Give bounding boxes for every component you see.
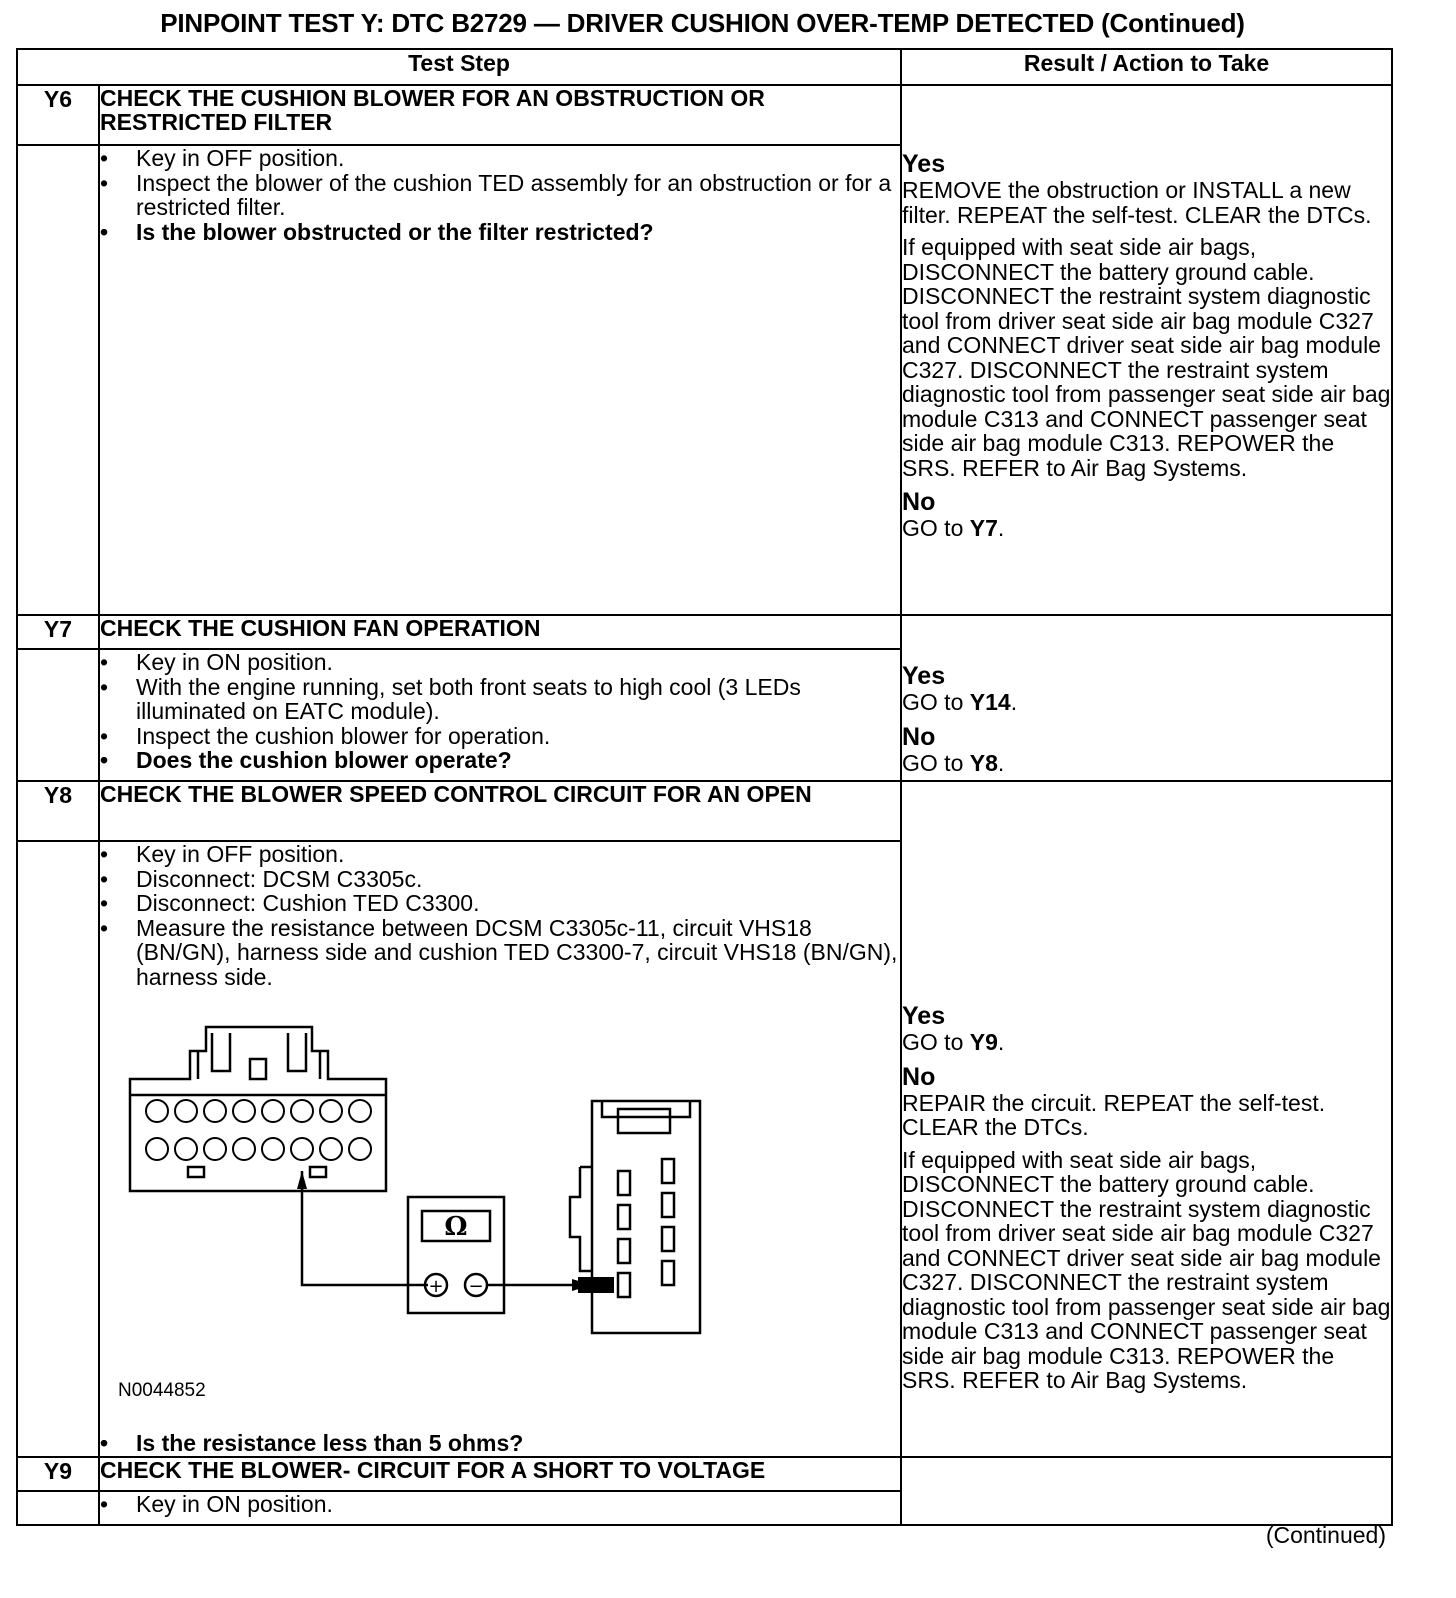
step-bullet: • Inspect the blower of the cushion TED assembly for an obstruction or for a restricted filter.: [100, 171, 900, 220]
step-bullet: • With the engine running, set both front seats to high cool (3 LEDs illuminated on EATC module).: [100, 675, 900, 724]
result-header: Result / Action to Take: [901, 49, 1392, 85]
step-result: [901, 781, 1392, 1457]
connector-resistance-diagram: [100, 1009, 860, 1409]
step-result: [901, 615, 1392, 781]
step-bullet: • Key in ON position.: [100, 650, 900, 675]
yes-action: REMOVE the obstruction or INSTALL a new filter. REPEAT the self-test. CLEAR the DTCs.: [902, 177, 1372, 228]
step-bullet: • Disconnect: DCSM C3305c.: [100, 867, 900, 892]
step-title: CHECK THE BLOWER- CIRCUIT FOR A SHORT TO VOLTAGE: [99, 1457, 901, 1491]
step-id-spacer: [17, 145, 99, 615]
yes-action: GO to Y14.: [902, 689, 1018, 715]
meter-plus-terminal: +: [428, 1276, 444, 1297]
page-title: PINPOINT TEST Y: DTC B2729 — DRIVER CUSHION OVER-TEMP DETECTED (Continued): [160, 8, 1245, 38]
ted-connector-drawing: [570, 1101, 700, 1333]
dcsm-pin-row-bottom: [146, 1138, 371, 1160]
dcsm-pin-row-top: [146, 1100, 371, 1122]
step-title: CHECK THE CUSHION BLOWER FOR AN OBSTRUCTION OR RESTRICTED FILTER: [99, 85, 901, 145]
no-action: GO to Y8.: [902, 749, 1005, 776]
step-question: • Is the resistance less than 5 ohms?: [100, 1431, 900, 1456]
step-id-spacer: [17, 1491, 99, 1525]
meter-minus-terminal: −: [468, 1276, 484, 1297]
step-bullet: • Disconnect: Cushion TED C3300.: [100, 891, 900, 916]
step-id-spacer: [17, 841, 99, 1457]
step-id: Y6: [17, 85, 99, 145]
pinpoint-test-table: [16, 48, 1393, 1526]
figure-id: N0044852: [118, 1380, 206, 1401]
step-result: [901, 1457, 1392, 1525]
step-id: Y8: [17, 781, 99, 841]
no-label: No: [902, 1062, 936, 1091]
yes-action: GO to Y9.: [902, 1029, 1005, 1055]
step-bullet: • Measure the resistance between DCSM C3305c-11, circuit VHS18 (BN/GN), harness side and cushion TED C3300-7, circuit VHS18 (BN/GN), harness side.: [100, 916, 900, 990]
step-id: Y7: [17, 615, 99, 649]
yes-label: Yes: [902, 662, 946, 690]
step-result: [901, 85, 1392, 615]
step-bullet: • Inspect the cushion blower for operation.: [100, 724, 900, 749]
step-id: Y9: [17, 1457, 99, 1491]
step-bullet: • Key in OFF position.: [100, 146, 900, 171]
step-question: • Is the blower obstructed or the filter restricted?: [100, 220, 900, 245]
yes-label: Yes: [902, 150, 946, 178]
step-bullet: • Key in OFF position.: [100, 842, 900, 867]
step-body: [99, 145, 901, 615]
air-bag-note: If equipped with seat side air bags, DISCONNECT the battery ground cable. DISCONNECT the restraint system diagnostic tool from driver seat side air bag module C327 and CONNECT driver seat side air bag module C327. DISCONNECT the restraint system diagnostic tool from passenger seat side air bag module C313 and CONNECT passenger seat side air bag module C313. REPOWER the SRS. REFER to Air Bag Systems.: [902, 234, 1391, 481]
no-action: REPAIR the circuit. REPEAT the self-test. CLEAR the DTCs.: [902, 1089, 1326, 1140]
no-label: No: [902, 488, 936, 516]
air-bag-note: If equipped with seat side air bags, DISCONNECT the battery ground cable. DISCONNECT the restraint system diagnostic tool from driver seat side air bag module C327 and CONNECT driver seat side air bag module C327. DISCONNECT the restraint system diagnostic tool from passenger seat side air bag module C313 and CONNECT passenger seat side air bag module C313. REPOWER the SRS. REFER to Air Bag Systems.: [902, 1146, 1391, 1393]
step-body: [99, 841, 901, 1457]
no-label: No: [902, 722, 936, 751]
test-step-header: Test Step: [17, 49, 901, 85]
yes-label: Yes: [902, 1002, 946, 1030]
step-title: CHECK THE CUSHION FAN OPERATION: [99, 615, 901, 649]
step-id-spacer: [17, 649, 99, 781]
step-body: [99, 649, 901, 781]
no-action: GO to Y7.: [902, 515, 1005, 541]
step-title: CHECK THE BLOWER SPEED CONTROL CIRCUIT FOR AN OPEN: [99, 781, 901, 841]
step-bullet: • Key in ON position.: [100, 1492, 900, 1517]
ohm-symbol: Ω: [444, 1212, 468, 1242]
step-question: • Does the cushion blower operate?: [100, 748, 900, 773]
step-body: [99, 1491, 901, 1525]
continued-label: (Continued): [1265, 1522, 1386, 1548]
